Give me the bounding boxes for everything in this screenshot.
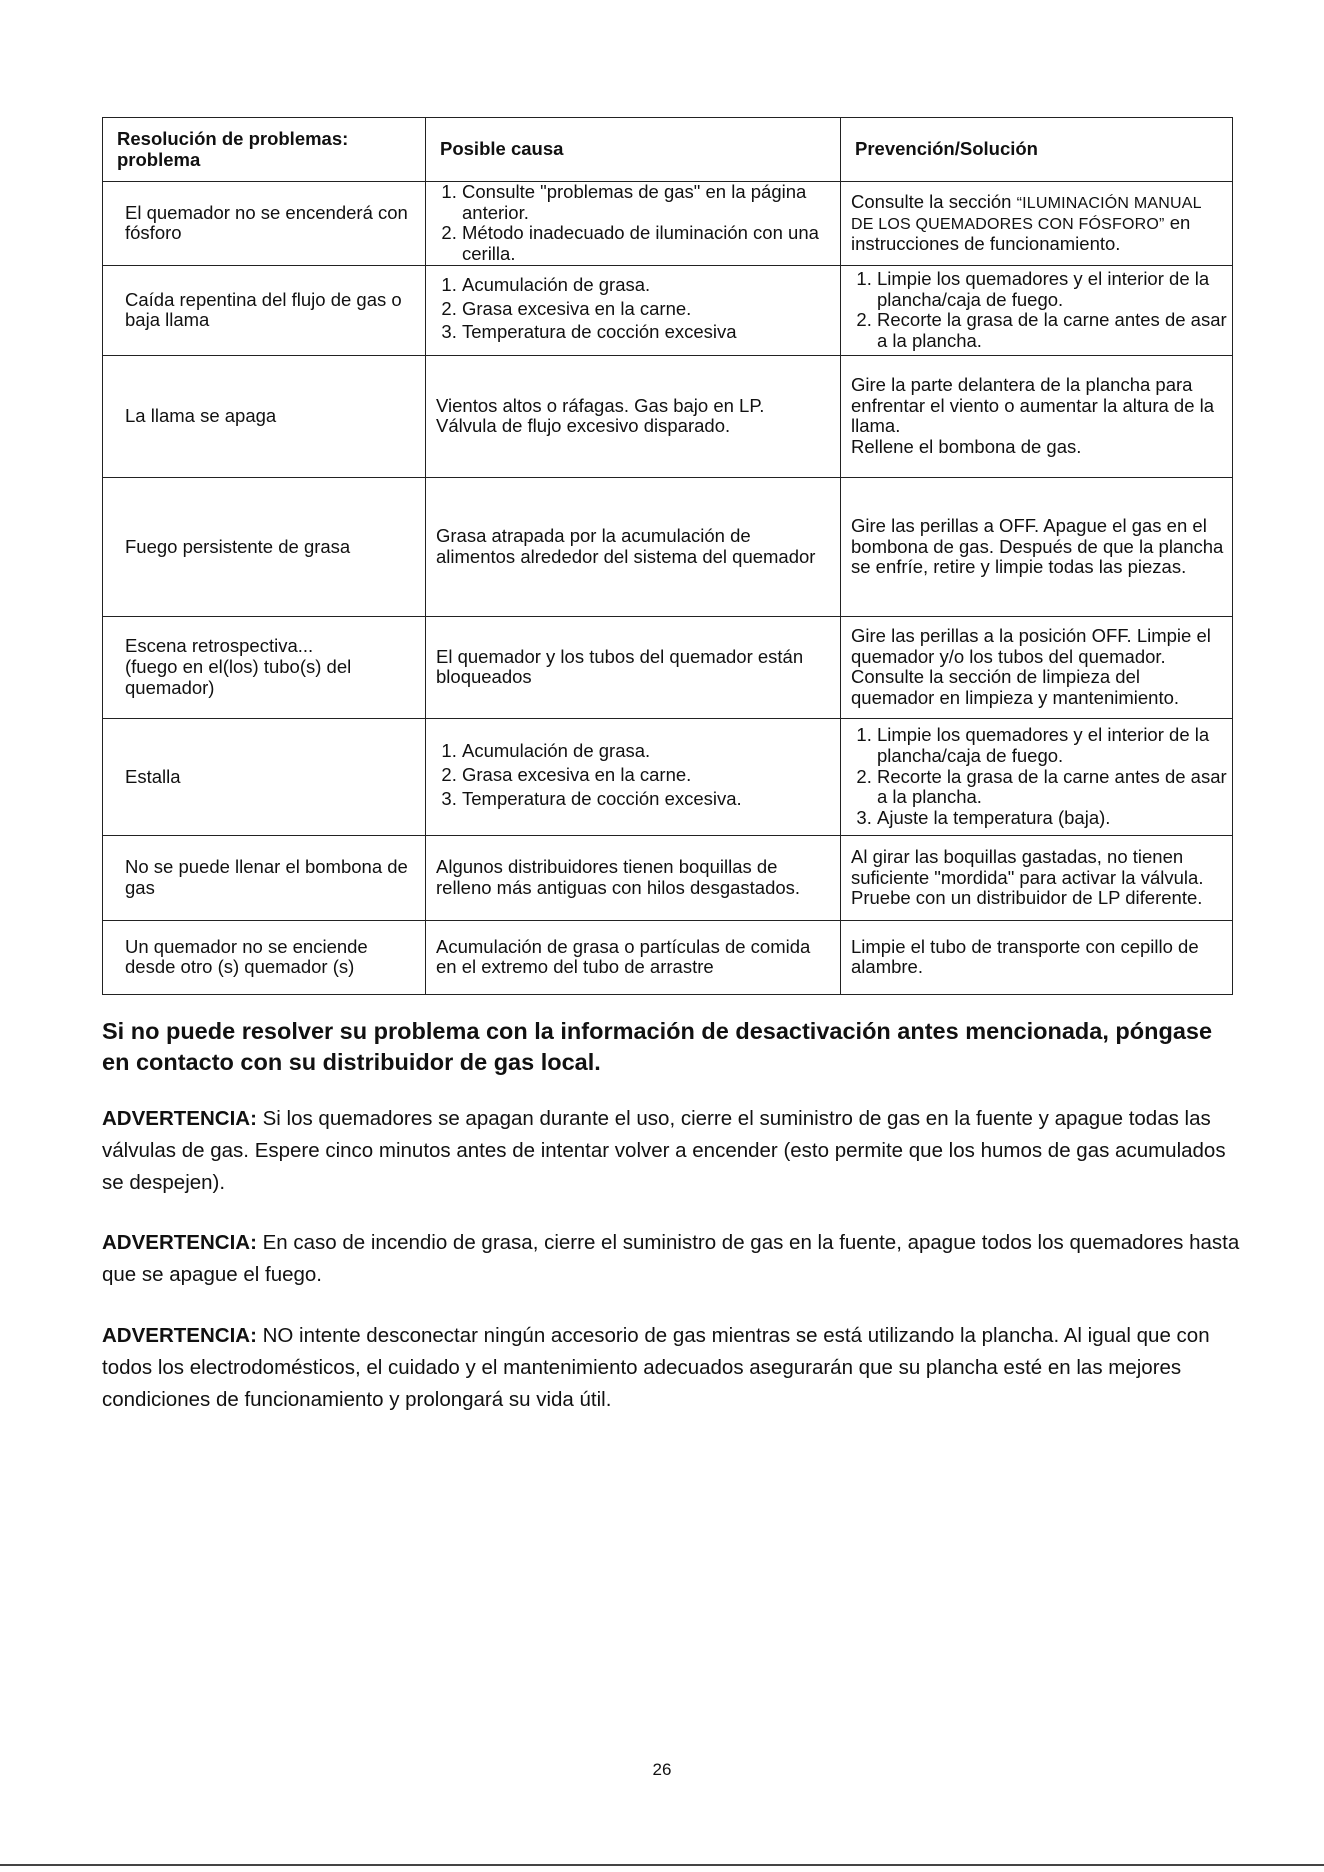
solution-text: Consulte la sección xyxy=(851,191,1017,213)
table-header-row xyxy=(103,118,1233,182)
solution-item: 1. Limpie los quemadores y el interior de la plancha/caja de fuego. xyxy=(877,725,1228,766)
cause-item: 1. Consulte "problemas de gas" en la página anterior. xyxy=(462,182,834,223)
cause-cell: Acumulación de grasa o partículas de comida en el extremo del tubo de arrastre xyxy=(426,920,841,994)
solution-text: en instrucciones de funcionamiento. xyxy=(851,212,1191,254)
table-row xyxy=(103,355,1233,477)
warning-label: ADVERTENCIA: xyxy=(102,1231,257,1254)
warning-text: Si los quemadores se apagan durante el uso, cierre el suministro de gas en la fuente y apague todas las válvulas de gas. Espere cinco minutos antes de intentar volver a encender (esto permite que los humos de gas acumulados se despejen). xyxy=(102,1107,1226,1194)
contact-dealer-heading: Si no puede resolver su problema con la información de desactivación antes mencionada, póngase en contacto con su distribuidor de gas local. xyxy=(102,1018,1213,1076)
cause-line: Válvula de flujo excesivo disparado. xyxy=(436,415,731,437)
problem-cell xyxy=(103,616,426,718)
problem-cell: No se puede llenar el bombona de gas xyxy=(103,835,426,920)
solution-cell xyxy=(841,718,1233,835)
solution-item: 1. Limpie los quemadores y el interior de la plancha/caja de fuego. xyxy=(877,269,1228,310)
problem-cell: Caída repentina del flujo de gas o baja llama xyxy=(103,265,426,355)
solution-item: 2. Recorte la grasa de la carne antes de asar a la plancha. xyxy=(877,767,1228,808)
solution-cell xyxy=(841,355,1233,477)
solution-cell: Gire las perillas a la posición OFF. Limpie el quemador y/o los tubos del quemador. Consulte la sección de limpieza del quemador en limpieza y mantenimiento. xyxy=(841,616,1233,718)
header-solution: Prevención/Solución xyxy=(841,118,1233,182)
table-row xyxy=(103,477,1233,616)
warning-paragraph xyxy=(102,1227,1242,1291)
header-cause: Posible causa xyxy=(426,118,841,182)
cause-cell: El quemador y los tubos del quemador están bloqueados xyxy=(426,616,841,718)
cause-item: 2. Método inadecuado de iluminación con una cerilla. xyxy=(462,223,834,264)
solution-cell xyxy=(841,182,1233,266)
solution-line: Rellene el bombona de gas. xyxy=(851,436,1082,458)
table-row xyxy=(103,835,1233,920)
cause-item: 3. Temperatura de cocción excesiva xyxy=(462,322,834,343)
cause-cell xyxy=(426,718,841,835)
cause-cell: Grasa atrapada por la acumulación de alimentos alrededor del sistema del quemador xyxy=(426,477,841,616)
solution-cell: Limpie el tubo de transporte con cepillo de alambre. xyxy=(841,920,1233,994)
cause-cell xyxy=(426,265,841,355)
problem-line: (fuego en el(los) tubo(s) del quemador) xyxy=(125,656,352,698)
table-row xyxy=(103,920,1233,994)
warning-label: ADVERTENCIA: xyxy=(102,1324,257,1347)
table-row xyxy=(103,718,1233,835)
cause-cell: Algunos distribuidores tienen boquillas de relleno más antiguas con hilos desgastados. xyxy=(426,835,841,920)
cause-cell xyxy=(426,355,841,477)
page-bottom-divider xyxy=(0,1864,1324,1866)
solution-line: Gire la parte delantera de la plancha para enfrentar el viento o aumentar la altura de la llama. xyxy=(851,373,1215,437)
header-problem: Resolución de problemas: problema xyxy=(103,118,426,182)
warning-text: NO intente desconectar ningún accesorio de gas mientras se está utilizando la plancha. Al igual que con todos los electrodomésticos, el cuidado y el mantenimiento adecuados asegurarán que su plancha esté en las mejores condiciones de funcionamiento y prolongará su vida útil. xyxy=(102,1324,1210,1411)
problem-cell: El quemador no se encenderá con fósforo xyxy=(103,182,426,266)
troubleshooting-table xyxy=(102,117,1233,995)
solution-item: 2. Recorte la grasa de la carne antes de asar a la plancha. xyxy=(877,310,1228,351)
warning-text: En caso de incendio de grasa, cierre el suministro de gas en la fuente, apague todos los quemadores hasta que se apague el fuego. xyxy=(102,1231,1240,1286)
cause-item: 1. Acumulación de grasa. xyxy=(462,741,834,762)
cause-item: 3. Temperatura de cocción excesiva. xyxy=(462,789,834,810)
problem-cell: Un quemador no se enciende desde otro (s) quemador (s) xyxy=(103,920,426,994)
table-row xyxy=(103,616,1233,718)
cause-item: 2. Grasa excesiva en la carne. xyxy=(462,765,834,786)
page-number: 26 xyxy=(652,1760,672,1779)
table-row xyxy=(103,182,1233,266)
solution-item: 3. Ajuste la temperatura (baja). xyxy=(877,808,1228,829)
solution-cell: Al girar las boquillas gastadas, no tienen suficiente "mordida" para activar la válvula. Pruebe con un distribuidor de LP diferente. xyxy=(841,835,1233,920)
warning-paragraph xyxy=(102,1320,1242,1415)
warning-label: ADVERTENCIA: xyxy=(102,1107,257,1130)
problem-cell: La llama se apaga xyxy=(103,355,426,477)
solution-section-name: “ILUMINACIÓN MANUAL DE LOS QUEMADORES CON FÓSFORO” xyxy=(851,195,1202,234)
cause-line: Vientos altos o ráfagas. Gas bajo en LP. xyxy=(436,394,765,416)
problem-cell: Estalla xyxy=(103,718,426,835)
cause-item: 2. Grasa excesiva en la carne. xyxy=(462,299,834,320)
problem-line: Escena retrospectiva... xyxy=(125,635,314,657)
solution-cell: Gire las perillas a OFF. Apague el gas en el bombona de gas. Después de que la plancha se enfríe, retire y limpie todas las piezas. xyxy=(841,477,1233,616)
table-row xyxy=(103,265,1233,355)
solution-cell xyxy=(841,265,1233,355)
cause-item: 1. Acumulación de grasa. xyxy=(462,275,834,296)
problem-cell: Fuego persistente de grasa xyxy=(103,477,426,616)
warning-paragraph xyxy=(102,1103,1242,1198)
cause-cell xyxy=(426,182,841,266)
